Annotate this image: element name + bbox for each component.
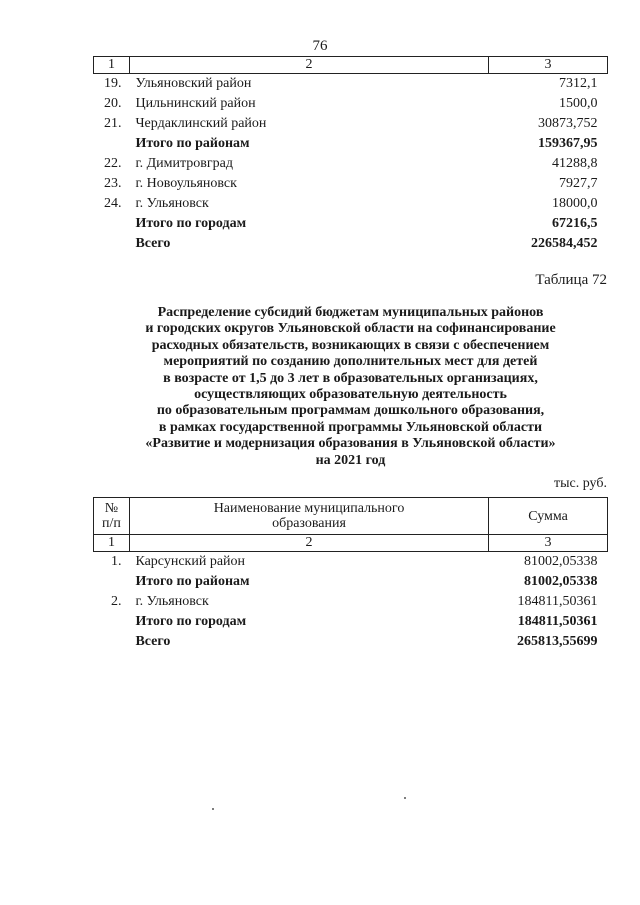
- title-line: в рамках государственной программы Ульяновской области: [158, 419, 543, 435]
- subsidy-sum: 67216,5: [552, 216, 598, 231]
- subsidy-sum: 159367,95: [538, 136, 598, 151]
- table-row: [94, 174, 608, 194]
- header-number: [94, 498, 130, 535]
- table-row: [94, 154, 608, 174]
- row-number: [94, 134, 130, 154]
- row-number: 21.: [103, 116, 122, 131]
- municipality-name: г. Ульяновск: [135, 196, 209, 211]
- municipality-name: Итого по районам: [135, 574, 250, 589]
- table-index-row: [94, 57, 608, 74]
- units-label: тыс. руб.: [554, 476, 607, 491]
- title-line: на 2021 год: [315, 452, 386, 468]
- municipality-name: Цильнинский район: [135, 96, 256, 111]
- title-line: мероприятий по созданию дополнительных мест для детей: [163, 354, 538, 370]
- row-number: [94, 572, 130, 592]
- row-number: 20.: [103, 96, 122, 111]
- subsidy-sum: 1500,0: [559, 96, 598, 111]
- title-line: осуществляющих образовательную деятельность: [194, 387, 507, 403]
- column-index-1: 1: [94, 535, 130, 552]
- title-line: в возрасте от 1,5 до 3 лет в образовательных организациях,: [163, 370, 538, 386]
- municipality-name: Итого по городам: [135, 614, 247, 629]
- row-number: 23.: [103, 176, 122, 191]
- table-row: [94, 74, 608, 95]
- table-label: Таблица 72: [535, 272, 607, 288]
- header-municipality-line: Наименование муниципального: [213, 501, 405, 516]
- scan-speck: [404, 797, 406, 799]
- subsidy-sum: 265813,55699: [517, 634, 598, 649]
- table-total-row: [94, 214, 608, 234]
- subsidy-sum: 7312,1: [559, 76, 598, 91]
- row-number: 1.: [110, 554, 122, 569]
- header-number-line: п/п: [102, 516, 121, 531]
- subsidy-table-continued: [93, 56, 608, 254]
- municipality-name: Итого по районам: [135, 136, 250, 151]
- table-title: [93, 305, 608, 469]
- column-index-3: 3: [489, 535, 608, 552]
- row-number: [94, 214, 130, 234]
- table-index-row: [94, 535, 608, 552]
- table-header-row: [94, 498, 608, 535]
- municipality-name: Всего: [135, 236, 171, 251]
- table-total-row: [94, 134, 608, 154]
- subsidy-sum: 81002,05338: [524, 554, 598, 569]
- subsidy-sum: 81002,05338: [524, 574, 598, 589]
- municipality-name: Чердаклинский район: [135, 116, 267, 131]
- subsidy-sum: 184811,50361: [517, 594, 598, 609]
- header-municipality: [129, 498, 488, 535]
- table-row: [94, 592, 608, 612]
- municipality-name: г. Новоульяновск: [135, 176, 237, 191]
- title-line: расходных обязательств, возникающих в связи с обеспечением: [151, 337, 550, 353]
- title-line: и городских округов Ульяновской области на софинансирование: [145, 321, 556, 337]
- table-row: [94, 552, 608, 573]
- subsidy-table-2021: [93, 497, 608, 652]
- header-sum: Сумма: [489, 498, 608, 535]
- municipality-name: Ульяновский район: [135, 76, 252, 91]
- title-line: «Развитие и модернизация образования в Ульяновской области»: [145, 436, 556, 452]
- table-total-row: [94, 572, 608, 592]
- table-total-row: [94, 632, 608, 652]
- table-total-row: [94, 234, 608, 254]
- title-line: Распределение субсидий бюджетам муниципальных районов: [157, 305, 544, 320]
- municipality-name: г. Димитровград: [135, 156, 233, 171]
- header-number-line: №: [104, 501, 119, 516]
- scan-speck: [212, 808, 214, 810]
- title-line: по образовательным программам дошкольного образования,: [156, 403, 545, 419]
- municipality-name: Карсунский район: [135, 554, 246, 569]
- row-number: [94, 234, 130, 254]
- municipality-name: Всего: [135, 634, 171, 649]
- page-number: 76: [312, 38, 328, 54]
- table-row: [94, 194, 608, 214]
- column-index-2: 2: [129, 535, 488, 552]
- subsidy-sum: 41288,8: [552, 156, 598, 171]
- column-index-2: 2: [129, 57, 488, 74]
- row-number: 2.: [110, 594, 122, 609]
- column-index-1: 1: [94, 57, 130, 74]
- subsidy-sum: 7927,7: [559, 176, 598, 191]
- table-total-row: [94, 612, 608, 632]
- subsidy-sum: 18000,0: [552, 196, 598, 211]
- row-number: [94, 612, 130, 632]
- column-index-3: 3: [489, 57, 608, 74]
- row-number: [94, 632, 130, 652]
- row-number: 24.: [103, 196, 122, 211]
- table-row: [94, 114, 608, 134]
- subsidy-sum: 226584,452: [531, 236, 598, 251]
- municipality-name: г. Ульяновск: [135, 594, 209, 609]
- municipality-name: Итого по городам: [135, 216, 247, 231]
- row-number: 22.: [103, 156, 122, 171]
- table-row: [94, 94, 608, 114]
- header-municipality-line: образования: [272, 516, 346, 531]
- subsidy-sum: 30873,752: [538, 116, 598, 131]
- row-number: 19.: [103, 76, 122, 91]
- subsidy-sum: 184811,50361: [517, 614, 598, 629]
